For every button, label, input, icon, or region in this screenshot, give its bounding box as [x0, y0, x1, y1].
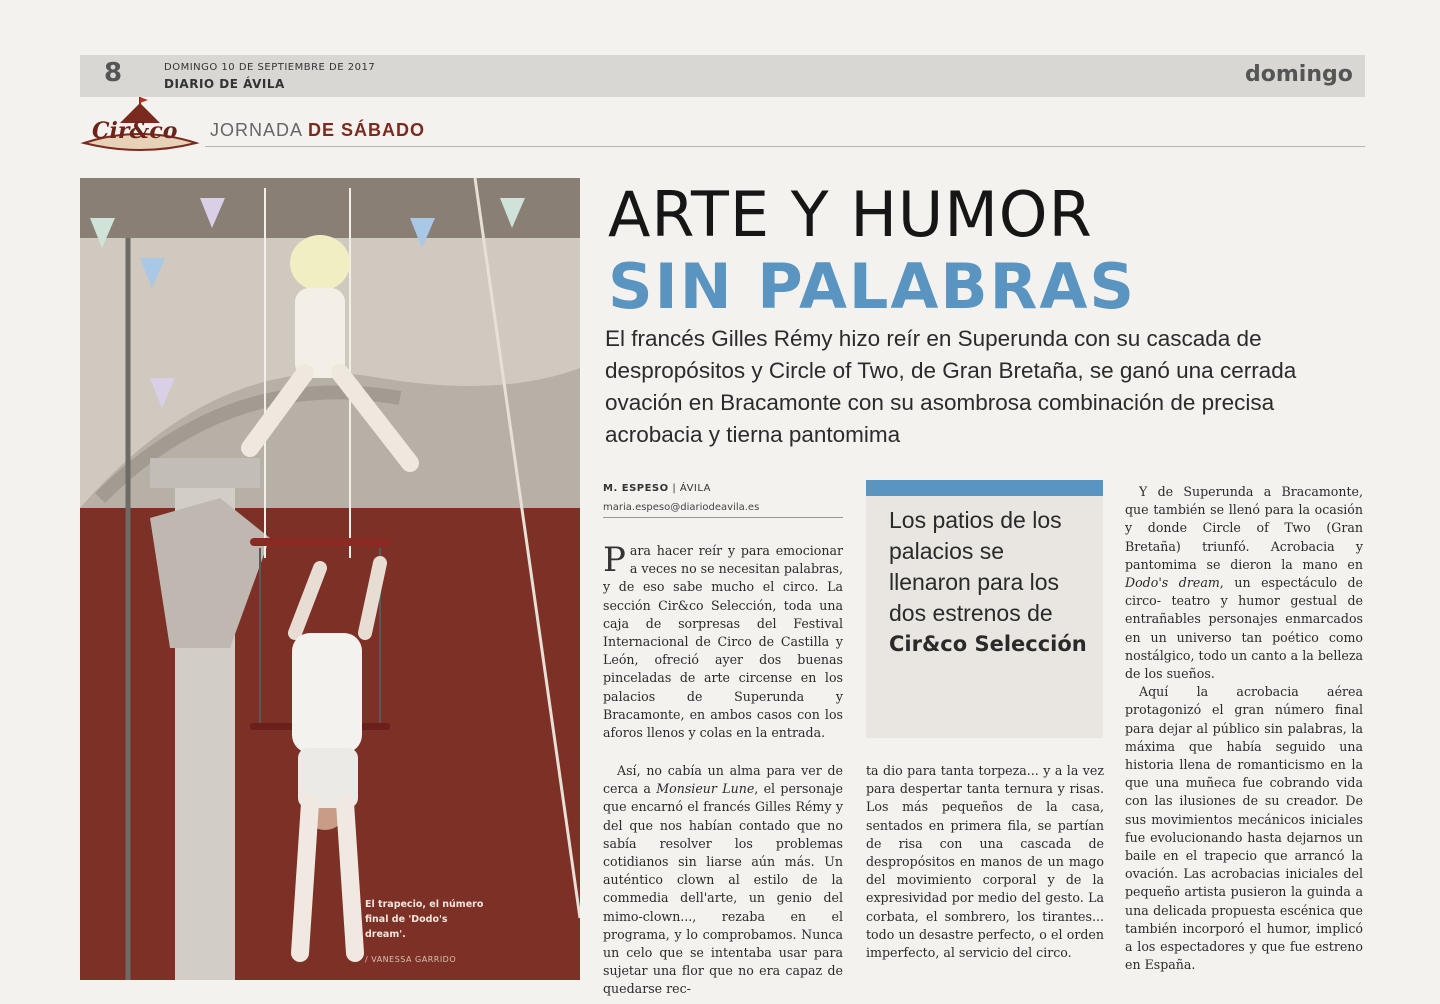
paragraph-1	[603, 542, 843, 742]
pull-quote	[889, 505, 1089, 660]
pull-quote-text: Los patios de los palacios se llenaron para los dos estrenos de	[889, 507, 1062, 626]
paragraph-2	[603, 762, 843, 999]
section-day-label: domingo	[1245, 62, 1353, 87]
author-email[interactable]: maria.espeso@diariodeavila.es	[603, 502, 760, 513]
paragraph-2-text-a: Así, no cabía un alma para ver de cerca a	[603, 763, 843, 797]
paragraph-2-continued: ta dio para tanta torpeza... y a la vez para despertar tanta ternura y risas. Los más pequeños de la casa, sentados en primera fila, se partían de risa con una cascada de despropósitos en manos de un mago del movimiento corporal y de la expresividad por medio del gesto. La corbata, el sombrero, los tirantes... todo un desastre perfecto, o el orden imperfecto, al servicio del circo.	[866, 763, 1104, 961]
rubric-prefix: JORNADA	[210, 120, 303, 140]
paragraph-3-italic: Dodo's dream	[1125, 575, 1220, 591]
trapeze-photo	[80, 178, 580, 980]
pull-quote-bar	[866, 480, 1103, 496]
pull-quote-bold: Cir&co Selección	[889, 632, 1087, 656]
headline-line-1: ARTE Y HUMOR	[608, 178, 1093, 251]
photo-credit: / VANESSA GARRIDO	[365, 955, 457, 964]
article-column-2	[866, 762, 1104, 962]
byline-rule	[603, 517, 843, 518]
rubric-rule	[205, 146, 1365, 147]
paragraph-3-text-b: , un espectáculo de circo- teatro y humor gestual de entrañables personajes enmarcados en un universo tan poético como nostálgico, todo un canto a la belleza de los sueños.	[1125, 575, 1363, 682]
article-deck: El francés Gilles Rémy hizo reír en Superunda con su cascada de despropósitos y Circle of Two, de Gran Bretaña, se ganó una cerrada ovación en Bracamonte con su asombrosa combinación de precisa acrobacia y tierna pantomima	[605, 326, 1297, 447]
paragraph-2-italic: Monsieur Lune	[656, 781, 755, 797]
paragraph-1-text: ara hacer reír y para emocionar a veces no se necesitan palabras, y de eso sabe mucho el circo. La sección Cir&co Selección, toda una caja de sorpresas del Festival Internacional de Circo de Castilla y León, ofreció ayer dos buenas pinceladas de arte circense en los palacios de Superunda y Bracamonte, en ambos casos con los aforos llenos y colas en la entrada.	[603, 543, 843, 741]
paragraph-3-text-a: Y de Superunda a Bracamonte, que también se llenó para la ocasión y donde Circle of Two (Gran Bretaña) triunfó. Acrobacia y pantomima se dieron la mano en	[1125, 484, 1363, 572]
byline-author: M. ESPESO	[603, 483, 669, 494]
paragraph-4: Aquí la acrobacia aérea protagonizó el gran número final para dejar al público sin palabras, la máxima que había seguido una historia llena de romanticismo en la que una muñeca fue cobrando vida con las ilusiones de su creador. De sus movimientos mecánicos iniciales fue evolucionando hasta dejarnos un baile en el trapecio que arrancó la ovación. Las acrobacias iniciales del pequeño artista pusieron la guinda a una delicada propuesta escénica que también incorporó el humor, implicó a los espectadores y que fue estreno en España.	[1125, 684, 1363, 973]
section-rubric	[210, 120, 425, 141]
paragraph-2-text-b: , el personaje que encarnó el francés Gilles Rémy y del que nos habían contado que no sabía resolver los problemas cotidianos sin liarse aún más. Un auténtico clown al estilo de la commedia dell'arte, un genio del mimo-clown..., rezaba en el programa, y lo comprobamos. Nunca un celo que se intentaba usar para sujetar una flor que no era capaz de quedarse rec-	[603, 781, 843, 997]
drop-cap: P	[603, 540, 626, 580]
article-column-1-lower	[603, 762, 843, 999]
headline-line-2: SIN PALABRAS	[608, 250, 1137, 323]
byline-place: | ÁVILA	[668, 483, 711, 494]
photo-caption: El trapecio, el número final de 'Dodo's dream'.	[365, 899, 484, 940]
issue-date: DOMINGO 10 DE SEPTIEMBRE DE 2017	[164, 62, 376, 73]
article-column-3	[1125, 483, 1363, 974]
rubric-highlight: DE SÁBADO	[308, 120, 426, 140]
logo-wordmark: Cir&co	[92, 118, 178, 144]
article-column-1	[603, 542, 843, 742]
page-number: 8	[104, 58, 123, 88]
newspaper-name: DIARIO DE ÁVILA	[164, 77, 285, 91]
paragraph-3	[1125, 483, 1363, 683]
byline	[603, 483, 711, 494]
